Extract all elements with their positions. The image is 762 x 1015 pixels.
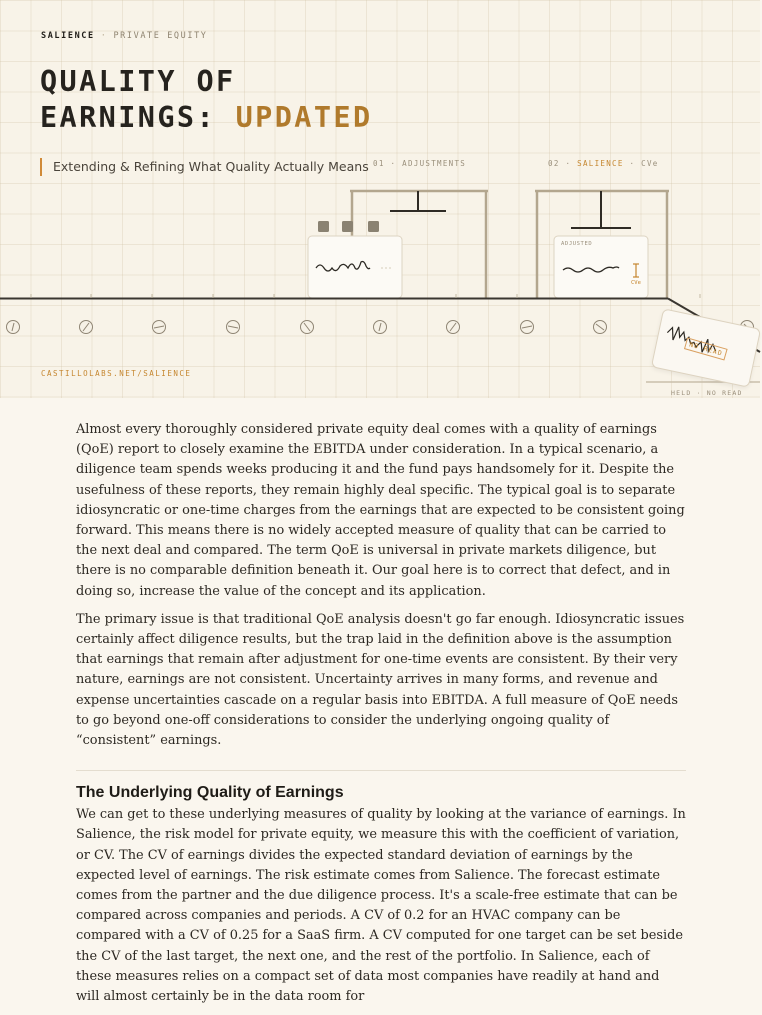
roller-icon — [7, 321, 20, 334]
roller-icon — [80, 321, 93, 334]
roller-icon — [594, 321, 607, 334]
station-1-separator: · — [390, 159, 397, 168]
station-2-separator: · — [565, 159, 572, 168]
roller-icon — [227, 321, 240, 334]
paragraph: We can get to these underlying measures of quality by looking at the variance of earnings. In Salience, the risk model for private equity, we measure this with the coefficient of variation, or CV. The CV of earnings divides the expected standard deviation of earnings by the expected level of earnings. The risk estimate comes from Salience. The forecast estimate comes from the partner and the due diligence process. It's a scale-free estimate that can be compared across companies and periods. A CV of 0.2 for an HVAC company can be compared with a CV of 0.25 for a SaaS firm. A CV computed for one target can be set beside the CV of the last target, the next one, and the rest of the portfolio. In Salience, each of these measures relies on a compact set of data most companies have readily at hand and will almost certainly be in the data room for — [76, 807, 686, 1005]
station-1-name: ADJUSTMENTS — [402, 159, 467, 168]
site-url[interactable]: CASTILLOLABS.NET/SALIENCE — [41, 369, 192, 378]
roller-icon — [521, 321, 534, 334]
held-label: HELD · NO READ — [671, 389, 743, 397]
article-body — [76, 420, 686, 1015]
station-1-number: 01 — [373, 159, 385, 168]
section-divider — [76, 770, 686, 771]
station-2-suffix: CVe — [641, 159, 659, 168]
weight-block — [342, 221, 353, 232]
weight-block — [368, 221, 379, 232]
no-read-stamp: NO READ — [684, 337, 728, 360]
conveyor-rollers — [7, 321, 754, 334]
station-2-number: 02 — [548, 159, 560, 168]
cv-label: CVe — [631, 280, 641, 286]
station-1-press — [390, 191, 446, 211]
section-name: PRIVATE EQUITY — [113, 31, 208, 41]
hero-banner — [0, 0, 760, 398]
conveyor-illustration — [0, 0, 760, 398]
roller-icon — [447, 321, 460, 334]
brand-name: SALIENCE — [41, 31, 95, 41]
paragraph: The primary issue is that traditional QoE analysis doesn't go far enough. Idiosyncratic issues certainly affect diligence results, but the trap laid in the definition above is the assumption that earnings that remain after adjustment for one-time events are consistent. By their very nature, earnings are not consistent. Uncertainty arrives in many forms, and revenue and expense uncertainties cascade on a regular basis into EBITDA. A full measure of QoE needs to go beyond one-off considerations to consider the underlying ongoing quality of “consistent” earnings. — [76, 611, 685, 749]
roller-icon — [153, 321, 166, 334]
section-heading: The Underlying Quality of Earnings — [76, 784, 344, 802]
title-line-2: EARNINGS: — [40, 101, 236, 134]
title-accent: UPDATED — [235, 101, 373, 134]
roller-icon — [301, 321, 314, 334]
brand-separator: · — [100, 31, 108, 41]
weight-block — [318, 221, 329, 232]
station-2-press — [571, 191, 631, 228]
card-2-label: ADJUSTED — [561, 241, 593, 247]
roller-icon — [374, 321, 387, 334]
station-2-separator-2: · — [629, 159, 636, 168]
paragraph: Almost every thoroughly considered private equity deal comes with a quality of earnings (QoE) report to closely examine the EBITDA under consideration. In a typical scenario, a diligence team spends weeks producing it and the fund pays handsomely for it. Despite the usefulness of these reports, they remain highly deal specific. The typical goal is to separate idiosyncratic or one-time charges from the earnings that are expected to be consistent going forward. This means there is no widely accepted measure of quality that can be carried to the next deal and compared. The term QoE is universal in private markets diligence, but there is no comparable definition beneath it. Our goal here is to correct that defect, and in doing so, increase the value of the concept and its application. — [76, 422, 685, 599]
station-2-name: SALIENCE — [577, 159, 624, 168]
title-line-1: QUALITY OF — [40, 65, 236, 98]
page-subtitle: Extending & Refining What Quality Actually Means — [40, 158, 369, 176]
